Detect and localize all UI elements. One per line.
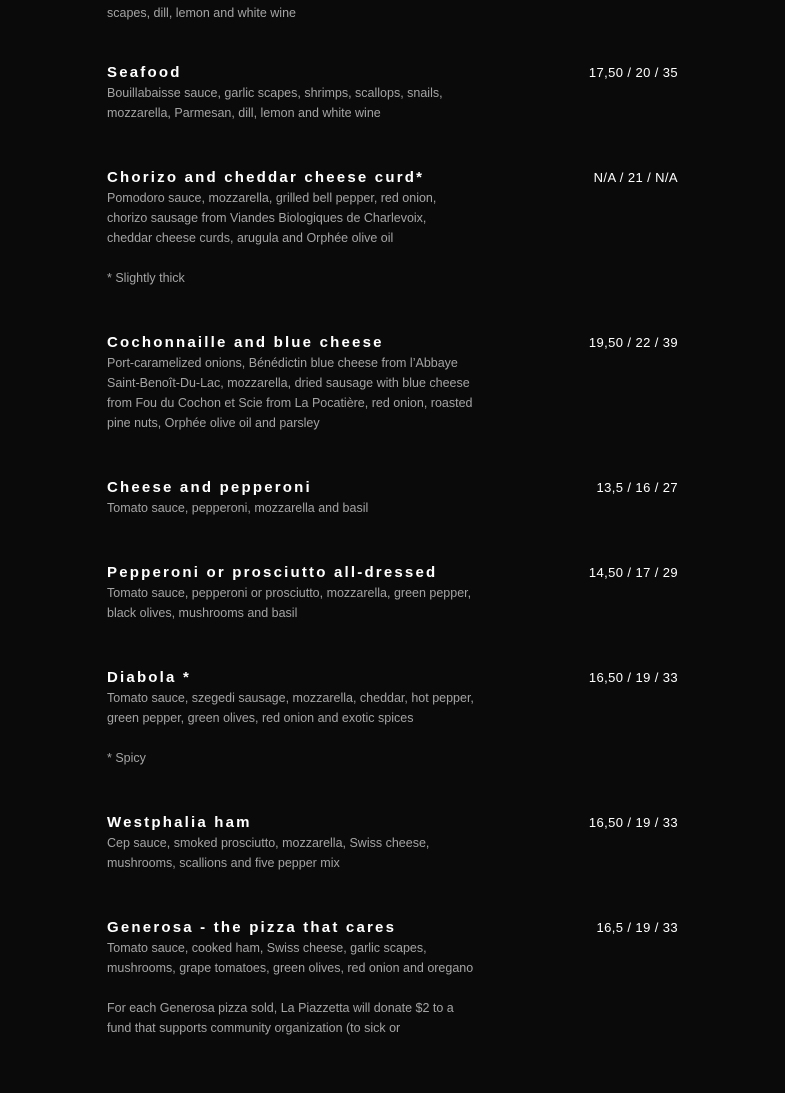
item-price: 17,50 / 20 / 35 — [588, 65, 678, 80]
menu-item-westphalia — [107, 813, 678, 873]
item-name: Westphalia ham — [107, 814, 252, 831]
item-price: 13,5 / 16 / 27 — [596, 480, 678, 495]
menu-item-cochonnaille — [107, 333, 678, 433]
item-description: Cep sauce, smoked prosciutto, mozzarella, Swiss cheese, mushrooms, scallions and five pepper mix — [107, 836, 430, 870]
item-description: Port-caramelized onions, Bénédictin blue cheese from l’Abbaye Saint-Benoît-Du-Lac, mozzarella, dried sausage with blue cheese from Fou du Cochon et Scie from La Pocatière, red onion, roasted pine nuts, Orphée olive oil and parsley — [107, 356, 473, 430]
item-price: 16,50 / 19 / 33 — [588, 815, 678, 830]
menu-item — [107, 0, 678, 23]
item-description: Bouillabaisse sauce, garlic scapes, shrimps, scallops, snails, mozzarella, Parmesan, dill, lemon and white wine — [107, 86, 443, 120]
item-price: N/A / 21 / N/A — [593, 170, 678, 185]
item-name: Cheese and pepperoni — [107, 479, 312, 496]
menu-item-generosa — [107, 918, 678, 1038]
item-name: Seafood — [107, 64, 182, 81]
item-note: * Slightly thick — [107, 271, 185, 285]
item-price: 16,50 / 19 / 33 — [588, 670, 678, 685]
item-name: Diabola * — [107, 669, 191, 686]
menu-item-diabola — [107, 668, 678, 768]
item-description: Tomato sauce, cooked ham, Swiss cheese, garlic scapes, mushrooms, grape tomatoes, green olives, red onion and oregano — [107, 941, 474, 975]
item-description: scapes, dill, lemon and white wine — [107, 6, 296, 20]
item-note: * Spicy — [107, 751, 146, 765]
menu-item-chorizo — [107, 168, 678, 288]
item-description: Tomato sauce, pepperoni or prosciutto, mozzarella, green pepper, black olives, mushrooms and basil — [107, 586, 472, 620]
item-price: 19,50 / 22 / 39 — [588, 335, 678, 350]
item-description: Tomato sauce, szegedi sausage, mozzarella, cheddar, hot pepper, green pepper, green olives, red onion and exotic spices — [107, 691, 474, 725]
menu-item-seafood — [107, 63, 678, 123]
item-note: For each Generosa pizza sold, La Piazzetta will donate $2 to a fund that supports community organization (to sick or — [107, 1001, 454, 1035]
item-price: 14,50 / 17 / 29 — [588, 565, 678, 580]
item-description: Tomato sauce, pepperoni, mozzarella and basil — [107, 501, 369, 515]
item-price: 16,5 / 19 / 33 — [596, 920, 678, 935]
menu-item-cheese-pepperoni — [107, 478, 678, 518]
item-name: Chorizo and cheddar cheese curd* — [107, 169, 425, 186]
item-name: Pepperoni or prosciutto all-dressed — [107, 564, 438, 581]
item-name: Cochonnaille and blue cheese — [107, 334, 384, 351]
menu-item-all-dressed — [107, 563, 678, 623]
item-name: Generosa - the pizza that cares — [107, 919, 397, 936]
pizza-menu-list — [107, 0, 678, 1038]
item-description: Pomodoro sauce, mozzarella, grilled bell pepper, red onion, chorizo sausage from Viandes Biologiques de Charlevoix, cheddar cheese curds, arugula and Orphée olive oil — [107, 191, 437, 245]
